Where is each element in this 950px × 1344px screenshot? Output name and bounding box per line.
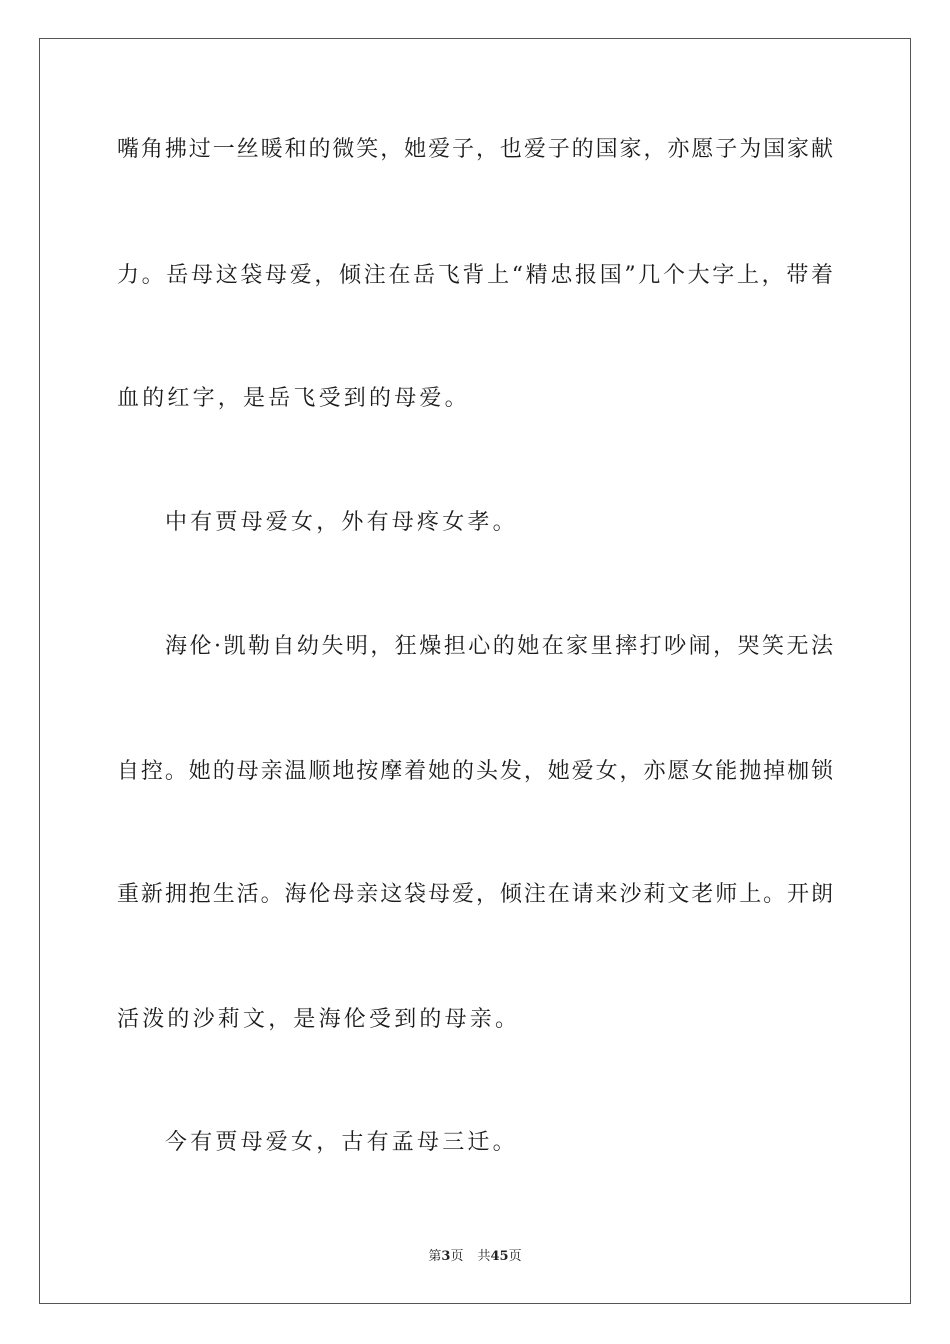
- footer-page-prefix: 第: [428, 1249, 442, 1264]
- body-line-2: 力。岳母这袋母爱，倾注在岳飞背上“精忠报国”几个大字上，带着: [117, 263, 833, 288]
- body-line-7: 重新拥抱生活。海伦母亲这袋母爱，倾注在请来沙莉文老师上。开朗: [117, 882, 833, 907]
- body-line-9: 今有贾母爱女，古有孟母三迁。: [165, 1130, 518, 1155]
- footer-page-number: 3: [441, 1249, 451, 1264]
- body-line-4: 中有贾母爱女，外有母疼女孝。: [165, 510, 518, 535]
- footer-total-prefix: 共: [477, 1249, 491, 1264]
- body-line-1: 嘴角拂过一丝暖和的微笑，她爱子，也爱子的国家，亦愿子为国家献: [117, 137, 833, 162]
- page-frame: [39, 38, 911, 1304]
- footer-total-number: 45: [490, 1249, 509, 1264]
- body-line-8: 活泼的沙莉文，是海伦受到的母亲。: [117, 1007, 521, 1032]
- body-line-6: 自控。她的母亲温顺地按摩着她的头发，她爱女，亦愿女能抛掉枷锁: [117, 759, 833, 784]
- body-line-3: 血的红字，是岳飞受到的母爱。: [117, 386, 470, 411]
- footer-total-suffix: 页: [508, 1249, 522, 1264]
- footer-page-suffix: 页: [450, 1249, 464, 1264]
- page-footer: [0, 1248, 950, 1266]
- body-line-5: 海伦·凯勒自幼失明，狂燥担心的她在家里摔打吵闹，哭笑无法: [165, 634, 833, 659]
